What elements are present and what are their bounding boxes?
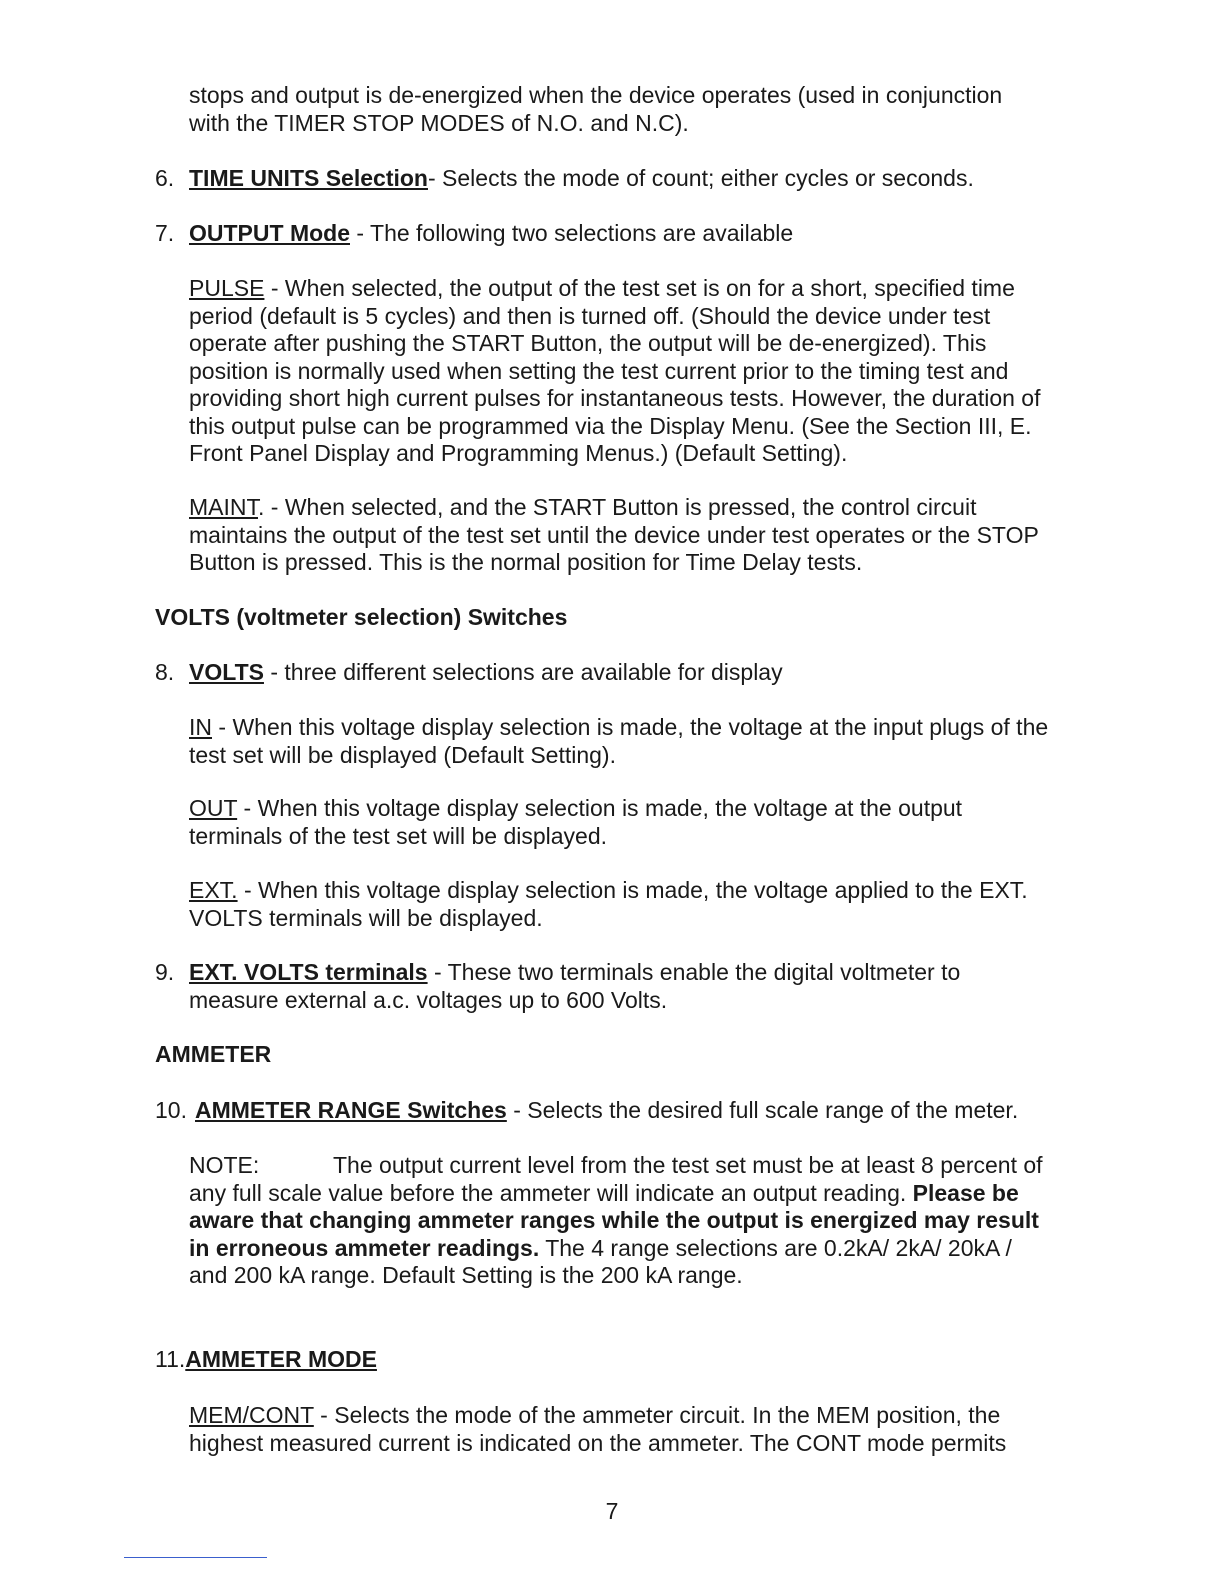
ext-label: EXT. [189,877,238,903]
item-text: measure external a.c. voltages up to 600 Volts. [189,986,668,1013]
item-title: AMMETER RANGE Switches [195,1097,507,1123]
item-text: - The following two selections are available [350,220,794,246]
out-line: - When this voltage display selection is made, the voltage at the output [237,795,963,821]
note-warning: aware that changing ammeter ranges while the output is energized may result [189,1207,1039,1233]
item-title: VOLTS [189,659,264,685]
note-warning: in erroneous ammeter readings. [189,1234,540,1261]
pulse-line: Front Panel Display and Programming Menus.) (Default Setting). [189,440,848,466]
item-text: - Selects the desired full scale range of the meter. [506,1097,1019,1123]
footer-rule [124,1557,267,1558]
note-paragraph [189,1152,1099,1290]
out-paragraph [189,795,1109,850]
pulse-line: position is normally used when setting the test current prior to the timing test and [189,357,1009,384]
pulse-line: - When selected, the output of the test set is on for a short, specified time [264,275,1015,301]
in-line: - When this voltage display selection is made, the voltage at the input plugs of the [212,714,1049,740]
item-6 [155,165,1115,193]
memcont-paragraph [189,1402,1109,1457]
memcont-label: MEM/CONT [189,1402,314,1428]
maint-line: Button is pressed. This is the normal position for Time Delay tests. [189,549,863,575]
pulse-line: period (default is 5 cycles) and then is turned off. (Should the device under test [189,302,991,329]
item-number: 10. [155,1097,187,1123]
item-title: TIME UNITS Selection [189,165,428,191]
pulse-line: operate after pushing the START Button, the output will be de-energized). This [189,330,987,356]
in-line: test set will be displayed (Default Setting). [189,741,616,768]
maint-line: . - When selected, and the START Button is pressed, the control circuit [258,494,977,520]
note-line: any full scale value before the ammeter will indicate an output reading. [189,1179,913,1206]
section-heading-ammeter: AMMETER [155,1041,272,1067]
item-10 [155,1097,1115,1125]
maint-paragraph [189,494,1109,577]
item-number: 11. [155,1346,186,1372]
item-number: 9. [155,959,175,985]
pulse-line: providing short high current pulses for instantaneous tests. However, the duration of [189,385,1041,411]
in-label: IN [189,714,212,740]
in-paragraph [189,714,1109,769]
item-8 [155,659,1115,687]
item-7 [155,220,1115,248]
note-line: The 4 range selections are 0.2kA/ 2kA/ 20kA / [539,1234,1012,1261]
ext-paragraph [189,877,1109,932]
item-title: AMMETER MODE [185,1346,377,1372]
item-title: EXT. VOLTS terminals [189,959,428,985]
intro-line: with the TIMER STOP MODES of N.O. and N.C). [189,109,689,136]
note-warning: Please be [912,1179,1019,1206]
intro-line: stops and output is de-energized when the device operates (used in conjunction [189,82,1003,108]
item-9 [155,959,1115,1014]
memcont-line: highest measured current is indicated on the ammeter. The CONT mode permits [189,1429,1007,1456]
note-label: NOTE: [189,1152,260,1178]
item-number: 6. [155,165,175,191]
ext-line: VOLTS terminals will be displayed. [189,904,543,931]
pulse-line: this output pulse can be programmed via the Display Menu. (See the Section III, E. [189,412,1032,439]
memcont-line: - Selects the mode of the ammeter circuit. In the MEM position, the [313,1402,1001,1428]
out-line: terminals of the test set will be displayed. [189,822,608,849]
item-text: - Selects the mode of count; either cycles or seconds. [427,165,974,191]
item-11 [155,1346,1115,1374]
maint-label: MAINT [189,494,258,520]
maint-line: maintains the output of the test set until the device under test operates or the STOP [189,521,1039,548]
item-title: OUTPUT Mode [189,220,350,246]
item-number: 7. [155,220,175,246]
ext-line: - When this voltage display selection is made, the voltage applied to the EXT. [237,877,1028,903]
item-text: - three different selections are available for display [263,659,783,685]
intro-paragraph [189,82,1109,137]
out-label: OUT [189,795,238,821]
pulse-label: PULSE [189,275,265,301]
item-text: - These two terminals enable the digital voltmeter to [427,959,961,985]
note-line: The output current level from the test set must be at least 8 percent of [333,1152,1043,1178]
pulse-paragraph [189,275,1109,468]
item-number: 8. [155,659,175,685]
note-line: and 200 kA range. Default Setting is the 200 kA range. [189,1262,743,1288]
section-heading-volts: VOLTS (voltmeter selection) Switches [155,604,568,630]
page-number: 7 [605,1498,619,1524]
